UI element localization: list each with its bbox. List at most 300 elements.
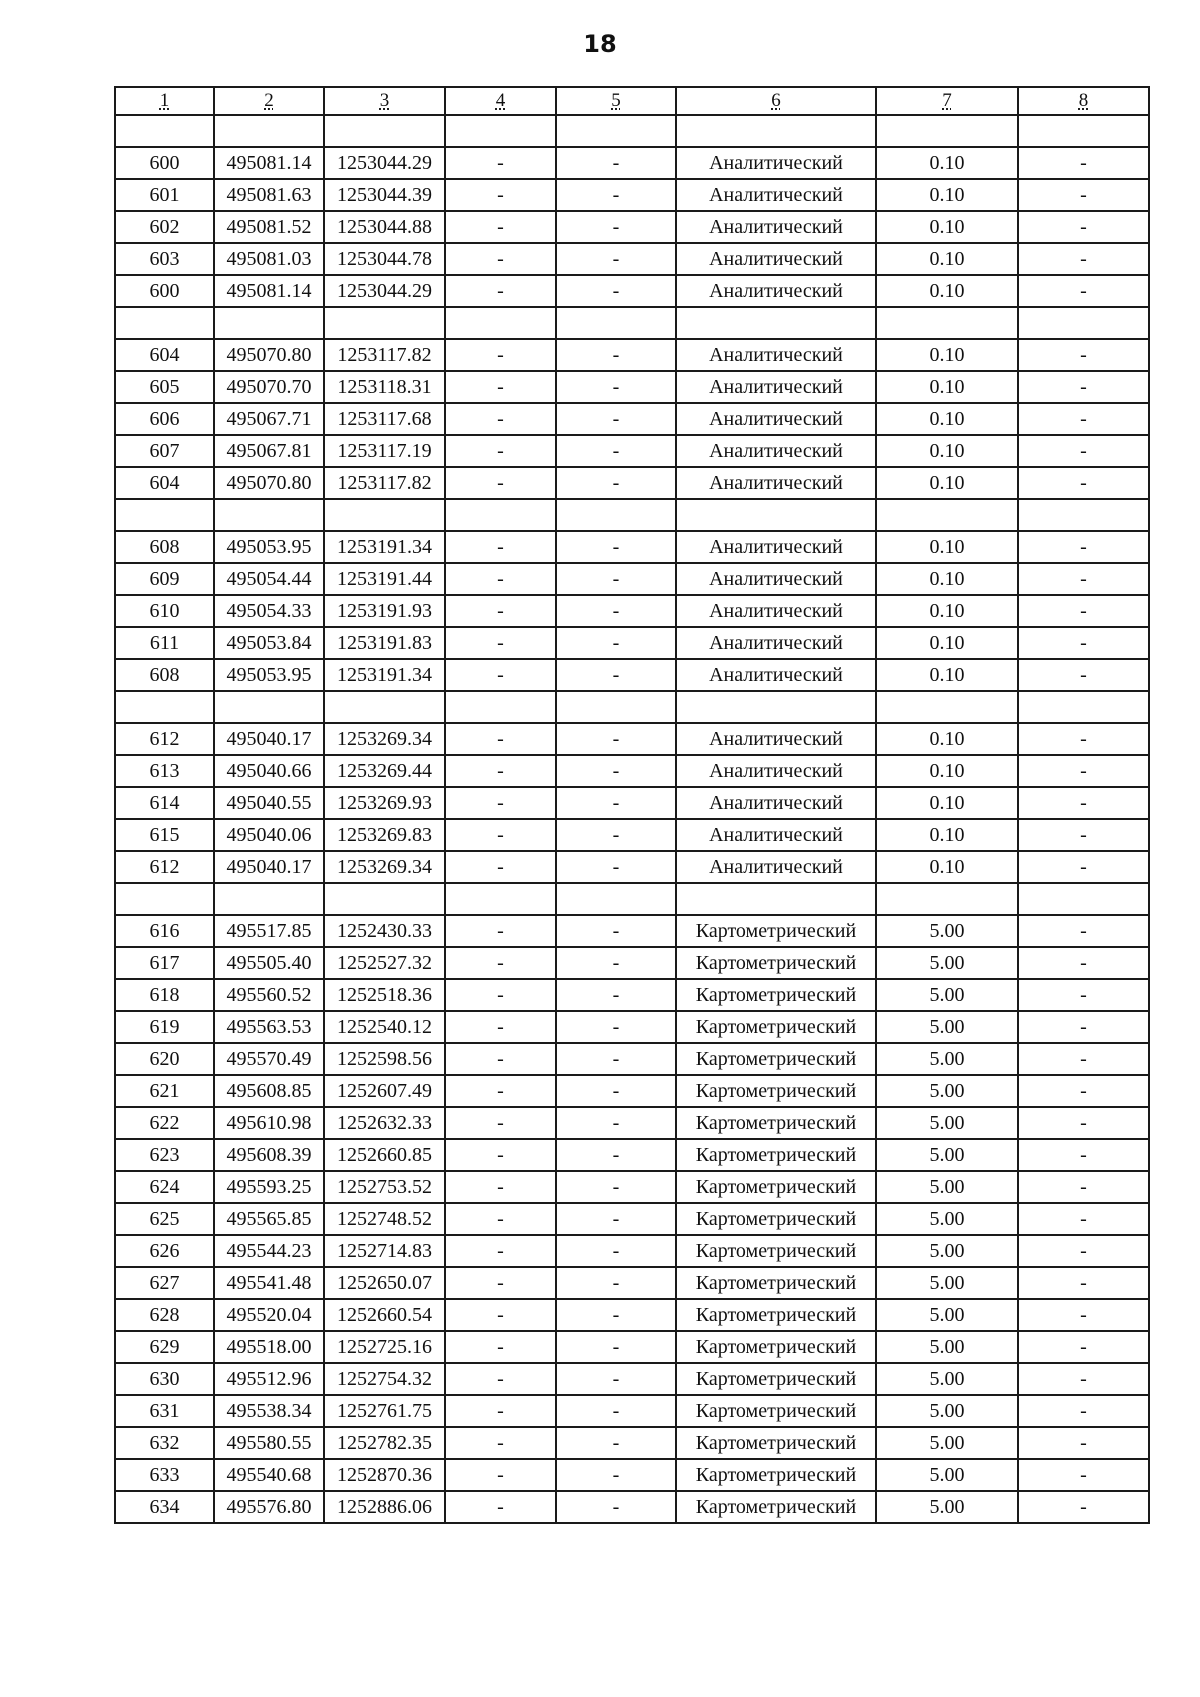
y-coordinate-cell: 1252748.52 — [324, 1203, 445, 1235]
accuracy-cell: 0.10 — [876, 755, 1018, 787]
method-cell: Аналитический — [676, 851, 876, 883]
empty-cell — [876, 883, 1018, 915]
x-coordinate-cell: 495081.52 — [214, 211, 324, 243]
point-number-cell: 624 — [115, 1171, 214, 1203]
y-coordinate-cell: 1253117.68 — [324, 403, 445, 435]
empty-cell — [556, 499, 676, 531]
col-5-cell: - — [556, 563, 676, 595]
x-coordinate-cell: 495576.80 — [214, 1491, 324, 1523]
col-4-cell: - — [445, 1427, 556, 1459]
point-number-cell: 626 — [115, 1235, 214, 1267]
accuracy-cell: 5.00 — [876, 1011, 1018, 1043]
empty-cell — [876, 691, 1018, 723]
column-header-5 — [556, 87, 676, 115]
col-5-cell: - — [556, 1395, 676, 1427]
table-row — [115, 947, 1149, 979]
table-row — [115, 1363, 1149, 1395]
empty-cell — [676, 115, 876, 147]
accuracy-cell: 5.00 — [876, 1331, 1018, 1363]
col-4-cell: - — [445, 371, 556, 403]
empty-cell — [324, 883, 445, 915]
accuracy-cell: 5.00 — [876, 1459, 1018, 1491]
col-8-cell: - — [1018, 1171, 1149, 1203]
accuracy-cell: 0.10 — [876, 211, 1018, 243]
x-coordinate-cell: 495067.81 — [214, 435, 324, 467]
col-8-cell: - — [1018, 147, 1149, 179]
col-8-cell: - — [1018, 467, 1149, 499]
accuracy-cell: 5.00 — [876, 1235, 1018, 1267]
table-row — [115, 1459, 1149, 1491]
col-8-cell: - — [1018, 1235, 1149, 1267]
method-cell: Картометрический — [676, 1139, 876, 1171]
point-number-cell: 632 — [115, 1427, 214, 1459]
col-8-cell: - — [1018, 371, 1149, 403]
point-number-cell: 623 — [115, 1139, 214, 1171]
accuracy-cell: 0.10 — [876, 659, 1018, 691]
col-8-cell: - — [1018, 723, 1149, 755]
accuracy-cell: 0.10 — [876, 531, 1018, 563]
col-4-cell: - — [445, 979, 556, 1011]
empty-cell — [1018, 499, 1149, 531]
y-coordinate-cell: 1253044.88 — [324, 211, 445, 243]
empty-cell — [214, 499, 324, 531]
x-coordinate-cell: 495070.80 — [214, 339, 324, 371]
x-coordinate-cell: 495608.39 — [214, 1139, 324, 1171]
page-number: 18 — [583, 30, 617, 58]
col-5-cell: - — [556, 1139, 676, 1171]
point-number-cell: 611 — [115, 627, 214, 659]
x-coordinate-cell: 495081.14 — [214, 147, 324, 179]
method-cell: Картометрический — [676, 1011, 876, 1043]
empty-cell — [324, 115, 445, 147]
col-4-cell: - — [445, 627, 556, 659]
col-5-cell: - — [556, 915, 676, 947]
accuracy-cell: 0.10 — [876, 339, 1018, 371]
col-5-cell: - — [556, 179, 676, 211]
x-coordinate-cell: 495518.00 — [214, 1331, 324, 1363]
accuracy-cell: 0.10 — [876, 435, 1018, 467]
table-row — [115, 467, 1149, 499]
col-8-cell: - — [1018, 403, 1149, 435]
empty-cell — [115, 499, 214, 531]
y-coordinate-cell: 1252607.49 — [324, 1075, 445, 1107]
table-row — [115, 563, 1149, 595]
method-cell: Картометрический — [676, 979, 876, 1011]
point-number-cell: 601 — [115, 179, 214, 211]
accuracy-cell: 0.10 — [876, 787, 1018, 819]
table-row — [115, 819, 1149, 851]
col-8-cell: - — [1018, 979, 1149, 1011]
table-row — [115, 1107, 1149, 1139]
y-coordinate-cell: 1253269.34 — [324, 723, 445, 755]
col-8-cell: - — [1018, 435, 1149, 467]
point-number-cell: 612 — [115, 723, 214, 755]
method-cell: Аналитический — [676, 627, 876, 659]
point-number-cell: 629 — [115, 1331, 214, 1363]
empty-cell — [676, 499, 876, 531]
col-4-cell: - — [445, 915, 556, 947]
group-separator-row — [115, 499, 1149, 531]
col-5-cell: - — [556, 1459, 676, 1491]
method-cell: Аналитический — [676, 819, 876, 851]
table-row — [115, 979, 1149, 1011]
col-4-cell: - — [445, 659, 556, 691]
group-separator-row — [115, 691, 1149, 723]
col-4-cell: - — [445, 947, 556, 979]
col-5-cell: - — [556, 1491, 676, 1523]
accuracy-cell: 0.10 — [876, 467, 1018, 499]
x-coordinate-cell: 495054.33 — [214, 595, 324, 627]
col-4-cell: - — [445, 1299, 556, 1331]
empty-cell — [214, 883, 324, 915]
x-coordinate-cell: 495517.85 — [214, 915, 324, 947]
col-5-cell: - — [556, 339, 676, 371]
method-cell: Картометрический — [676, 1203, 876, 1235]
method-cell: Аналитический — [676, 339, 876, 371]
header-row — [115, 87, 1149, 115]
point-number-cell: 604 — [115, 339, 214, 371]
accuracy-cell: 0.10 — [876, 723, 1018, 755]
col-4-cell: - — [445, 563, 556, 595]
accuracy-cell: 5.00 — [876, 1491, 1018, 1523]
y-coordinate-cell: 1253117.82 — [324, 339, 445, 371]
y-coordinate-cell: 1252714.83 — [324, 1235, 445, 1267]
point-number-cell: 600 — [115, 275, 214, 307]
column-header-label: 8 — [1078, 90, 1089, 111]
group-separator-row — [115, 307, 1149, 339]
col-5-cell: - — [556, 1075, 676, 1107]
col-8-cell: - — [1018, 851, 1149, 883]
accuracy-cell: 0.10 — [876, 819, 1018, 851]
empty-cell — [115, 307, 214, 339]
point-number-cell: 620 — [115, 1043, 214, 1075]
method-cell: Аналитический — [676, 275, 876, 307]
point-number-cell: 616 — [115, 915, 214, 947]
empty-cell — [676, 883, 876, 915]
x-coordinate-cell: 495565.85 — [214, 1203, 324, 1235]
x-coordinate-cell: 495560.52 — [214, 979, 324, 1011]
col-4-cell: - — [445, 1459, 556, 1491]
empty-cell — [445, 691, 556, 723]
col-4-cell: - — [445, 339, 556, 371]
col-8-cell: - — [1018, 179, 1149, 211]
point-number-cell: 633 — [115, 1459, 214, 1491]
col-5-cell: - — [556, 1331, 676, 1363]
col-4-cell: - — [445, 755, 556, 787]
accuracy-cell: 0.10 — [876, 147, 1018, 179]
empty-cell — [115, 115, 214, 147]
method-cell: Картометрический — [676, 1235, 876, 1267]
col-4-cell: - — [445, 1203, 556, 1235]
point-number-cell: 600 — [115, 147, 214, 179]
x-coordinate-cell: 495040.55 — [214, 787, 324, 819]
col-8-cell: - — [1018, 1203, 1149, 1235]
method-cell: Аналитический — [676, 435, 876, 467]
x-coordinate-cell: 495520.04 — [214, 1299, 324, 1331]
col-5-cell: - — [556, 1267, 676, 1299]
col-4-cell: - — [445, 1363, 556, 1395]
x-coordinate-cell: 495081.03 — [214, 243, 324, 275]
point-number-cell: 634 — [115, 1491, 214, 1523]
y-coordinate-cell: 1253118.31 — [324, 371, 445, 403]
col-5-cell: - — [556, 403, 676, 435]
empty-cell — [556, 883, 676, 915]
table-row — [115, 1299, 1149, 1331]
table-row — [115, 179, 1149, 211]
table-row — [115, 1235, 1149, 1267]
col-5-cell: - — [556, 787, 676, 819]
accuracy-cell: 5.00 — [876, 915, 1018, 947]
col-8-cell: - — [1018, 1139, 1149, 1171]
method-cell: Аналитический — [676, 755, 876, 787]
col-8-cell: - — [1018, 243, 1149, 275]
col-4-cell: - — [445, 1139, 556, 1171]
method-cell: Картометрический — [676, 1491, 876, 1523]
method-cell: Картометрический — [676, 1459, 876, 1491]
point-number-cell: 618 — [115, 979, 214, 1011]
group-separator-row — [115, 883, 1149, 915]
y-coordinate-cell: 1252518.36 — [324, 979, 445, 1011]
x-coordinate-cell: 495040.66 — [214, 755, 324, 787]
x-coordinate-cell: 495544.23 — [214, 1235, 324, 1267]
empty-cell — [214, 307, 324, 339]
table-row — [115, 1427, 1149, 1459]
method-cell: Картометрический — [676, 947, 876, 979]
x-coordinate-cell: 495610.98 — [214, 1107, 324, 1139]
point-number-cell: 622 — [115, 1107, 214, 1139]
coordinates-table — [114, 86, 1150, 1524]
col-5-cell: - — [556, 755, 676, 787]
col-8-cell: - — [1018, 1299, 1149, 1331]
x-coordinate-cell: 495540.68 — [214, 1459, 324, 1491]
col-8-cell: - — [1018, 1331, 1149, 1363]
col-4-cell: - — [445, 1011, 556, 1043]
y-coordinate-cell: 1253269.93 — [324, 787, 445, 819]
col-5-cell: - — [556, 435, 676, 467]
x-coordinate-cell: 495570.49 — [214, 1043, 324, 1075]
col-5-cell: - — [556, 1203, 676, 1235]
y-coordinate-cell: 1252540.12 — [324, 1011, 445, 1043]
empty-cell — [876, 499, 1018, 531]
point-number-cell: 615 — [115, 819, 214, 851]
col-4-cell: - — [445, 1107, 556, 1139]
y-coordinate-cell: 1253191.44 — [324, 563, 445, 595]
y-coordinate-cell: 1253117.82 — [324, 467, 445, 499]
method-cell: Аналитический — [676, 243, 876, 275]
table-row — [115, 1331, 1149, 1363]
y-coordinate-cell: 1252725.16 — [324, 1331, 445, 1363]
column-header-label: 4 — [495, 90, 506, 111]
point-number-cell: 630 — [115, 1363, 214, 1395]
x-coordinate-cell: 495608.85 — [214, 1075, 324, 1107]
x-coordinate-cell: 495580.55 — [214, 1427, 324, 1459]
empty-cell — [876, 115, 1018, 147]
y-coordinate-cell: 1252527.32 — [324, 947, 445, 979]
col-4-cell: - — [445, 1267, 556, 1299]
col-5-cell: - — [556, 851, 676, 883]
y-coordinate-cell: 1253191.83 — [324, 627, 445, 659]
col-5-cell: - — [556, 1427, 676, 1459]
method-cell: Аналитический — [676, 531, 876, 563]
x-coordinate-cell: 495563.53 — [214, 1011, 324, 1043]
point-number-cell: 612 — [115, 851, 214, 883]
col-4-cell: - — [445, 819, 556, 851]
empty-cell — [876, 307, 1018, 339]
col-8-cell: - — [1018, 595, 1149, 627]
col-5-cell: - — [556, 531, 676, 563]
point-number-cell: 631 — [115, 1395, 214, 1427]
col-5-cell: - — [556, 627, 676, 659]
accuracy-cell: 5.00 — [876, 979, 1018, 1011]
table-row — [115, 595, 1149, 627]
col-8-cell: - — [1018, 659, 1149, 691]
col-4-cell: - — [445, 787, 556, 819]
col-8-cell: - — [1018, 947, 1149, 979]
method-cell: Картометрический — [676, 1267, 876, 1299]
x-coordinate-cell: 495040.17 — [214, 851, 324, 883]
empty-cell — [1018, 115, 1149, 147]
col-5-cell: - — [556, 1363, 676, 1395]
y-coordinate-cell: 1253191.34 — [324, 531, 445, 563]
col-8-cell: - — [1018, 1491, 1149, 1523]
col-8-cell: - — [1018, 1107, 1149, 1139]
x-coordinate-cell: 495070.80 — [214, 467, 324, 499]
point-number-cell: 603 — [115, 243, 214, 275]
column-header-2 — [214, 87, 324, 115]
y-coordinate-cell: 1253044.29 — [324, 275, 445, 307]
col-8-cell: - — [1018, 1459, 1149, 1491]
col-8-cell: - — [1018, 787, 1149, 819]
table-row — [115, 1267, 1149, 1299]
method-cell: Картометрический — [676, 1107, 876, 1139]
empty-cell — [445, 499, 556, 531]
x-coordinate-cell: 495054.44 — [214, 563, 324, 595]
accuracy-cell: 0.10 — [876, 851, 1018, 883]
accuracy-cell: 0.10 — [876, 403, 1018, 435]
col-5-cell: - — [556, 723, 676, 755]
col-4-cell: - — [445, 1043, 556, 1075]
point-number-cell: 619 — [115, 1011, 214, 1043]
x-coordinate-cell: 495053.95 — [214, 659, 324, 691]
empty-cell — [1018, 691, 1149, 723]
col-5-cell: - — [556, 1011, 676, 1043]
empty-cell — [445, 883, 556, 915]
accuracy-cell: 5.00 — [876, 1203, 1018, 1235]
empty-cell — [556, 307, 676, 339]
col-8-cell: - — [1018, 339, 1149, 371]
group-separator-row — [115, 115, 1149, 147]
col-4-cell: - — [445, 211, 556, 243]
method-cell: Аналитический — [676, 787, 876, 819]
table-row — [115, 243, 1149, 275]
x-coordinate-cell: 495538.34 — [214, 1395, 324, 1427]
empty-cell — [324, 499, 445, 531]
col-4-cell: - — [445, 531, 556, 563]
x-coordinate-cell: 495081.63 — [214, 179, 324, 211]
x-coordinate-cell: 495512.96 — [214, 1363, 324, 1395]
accuracy-cell: 0.10 — [876, 275, 1018, 307]
col-4-cell: - — [445, 403, 556, 435]
method-cell: Картометрический — [676, 1075, 876, 1107]
empty-cell — [676, 307, 876, 339]
accuracy-cell: 5.00 — [876, 1427, 1018, 1459]
col-4-cell: - — [445, 1075, 556, 1107]
table-row — [115, 1075, 1149, 1107]
method-cell: Аналитический — [676, 563, 876, 595]
point-number-cell: 617 — [115, 947, 214, 979]
y-coordinate-cell: 1252782.35 — [324, 1427, 445, 1459]
col-8-cell: - — [1018, 531, 1149, 563]
table-row — [115, 1491, 1149, 1523]
point-number-cell: 610 — [115, 595, 214, 627]
col-5-cell: - — [556, 947, 676, 979]
point-number-cell: 621 — [115, 1075, 214, 1107]
accuracy-cell: 5.00 — [876, 1267, 1018, 1299]
method-cell: Картометрический — [676, 1299, 876, 1331]
col-8-cell: - — [1018, 1427, 1149, 1459]
method-cell: Картометрический — [676, 1043, 876, 1075]
table-row — [115, 755, 1149, 787]
point-number-cell: 614 — [115, 787, 214, 819]
col-8-cell: - — [1018, 211, 1149, 243]
x-coordinate-cell: 495541.48 — [214, 1267, 324, 1299]
empty-cell — [115, 691, 214, 723]
y-coordinate-cell: 1253269.44 — [324, 755, 445, 787]
col-4-cell: - — [445, 1395, 556, 1427]
y-coordinate-cell: 1252598.56 — [324, 1043, 445, 1075]
table-row — [115, 435, 1149, 467]
column-header-label: 3 — [379, 90, 390, 111]
accuracy-cell: 0.10 — [876, 595, 1018, 627]
point-number-cell: 606 — [115, 403, 214, 435]
empty-cell — [214, 691, 324, 723]
col-5-cell: - — [556, 275, 676, 307]
column-header-6 — [676, 87, 876, 115]
col-4-cell: - — [445, 179, 556, 211]
table-row — [115, 851, 1149, 883]
col-8-cell: - — [1018, 755, 1149, 787]
method-cell: Аналитический — [676, 403, 876, 435]
table-row — [115, 371, 1149, 403]
col-5-cell: - — [556, 371, 676, 403]
empty-cell — [676, 691, 876, 723]
col-4-cell: - — [445, 595, 556, 627]
point-number-cell: 605 — [115, 371, 214, 403]
x-coordinate-cell: 495081.14 — [214, 275, 324, 307]
accuracy-cell: 5.00 — [876, 1171, 1018, 1203]
x-coordinate-cell: 495053.84 — [214, 627, 324, 659]
empty-cell — [214, 115, 324, 147]
accuracy-cell: 0.10 — [876, 179, 1018, 211]
column-header-8 — [1018, 87, 1149, 115]
method-cell: Аналитический — [676, 179, 876, 211]
point-number-cell: 628 — [115, 1299, 214, 1331]
y-coordinate-cell: 1252753.52 — [324, 1171, 445, 1203]
y-coordinate-cell: 1253191.34 — [324, 659, 445, 691]
method-cell: Картометрический — [676, 1427, 876, 1459]
table-row — [115, 1139, 1149, 1171]
table-row — [115, 1011, 1149, 1043]
y-coordinate-cell: 1252430.33 — [324, 915, 445, 947]
col-4-cell: - — [445, 1491, 556, 1523]
table-row — [115, 627, 1149, 659]
table-row — [115, 1203, 1149, 1235]
y-coordinate-cell: 1252660.85 — [324, 1139, 445, 1171]
y-coordinate-cell: 1252870.36 — [324, 1459, 445, 1491]
y-coordinate-cell: 1253269.34 — [324, 851, 445, 883]
col-5-cell: - — [556, 211, 676, 243]
method-cell: Картометрический — [676, 1395, 876, 1427]
